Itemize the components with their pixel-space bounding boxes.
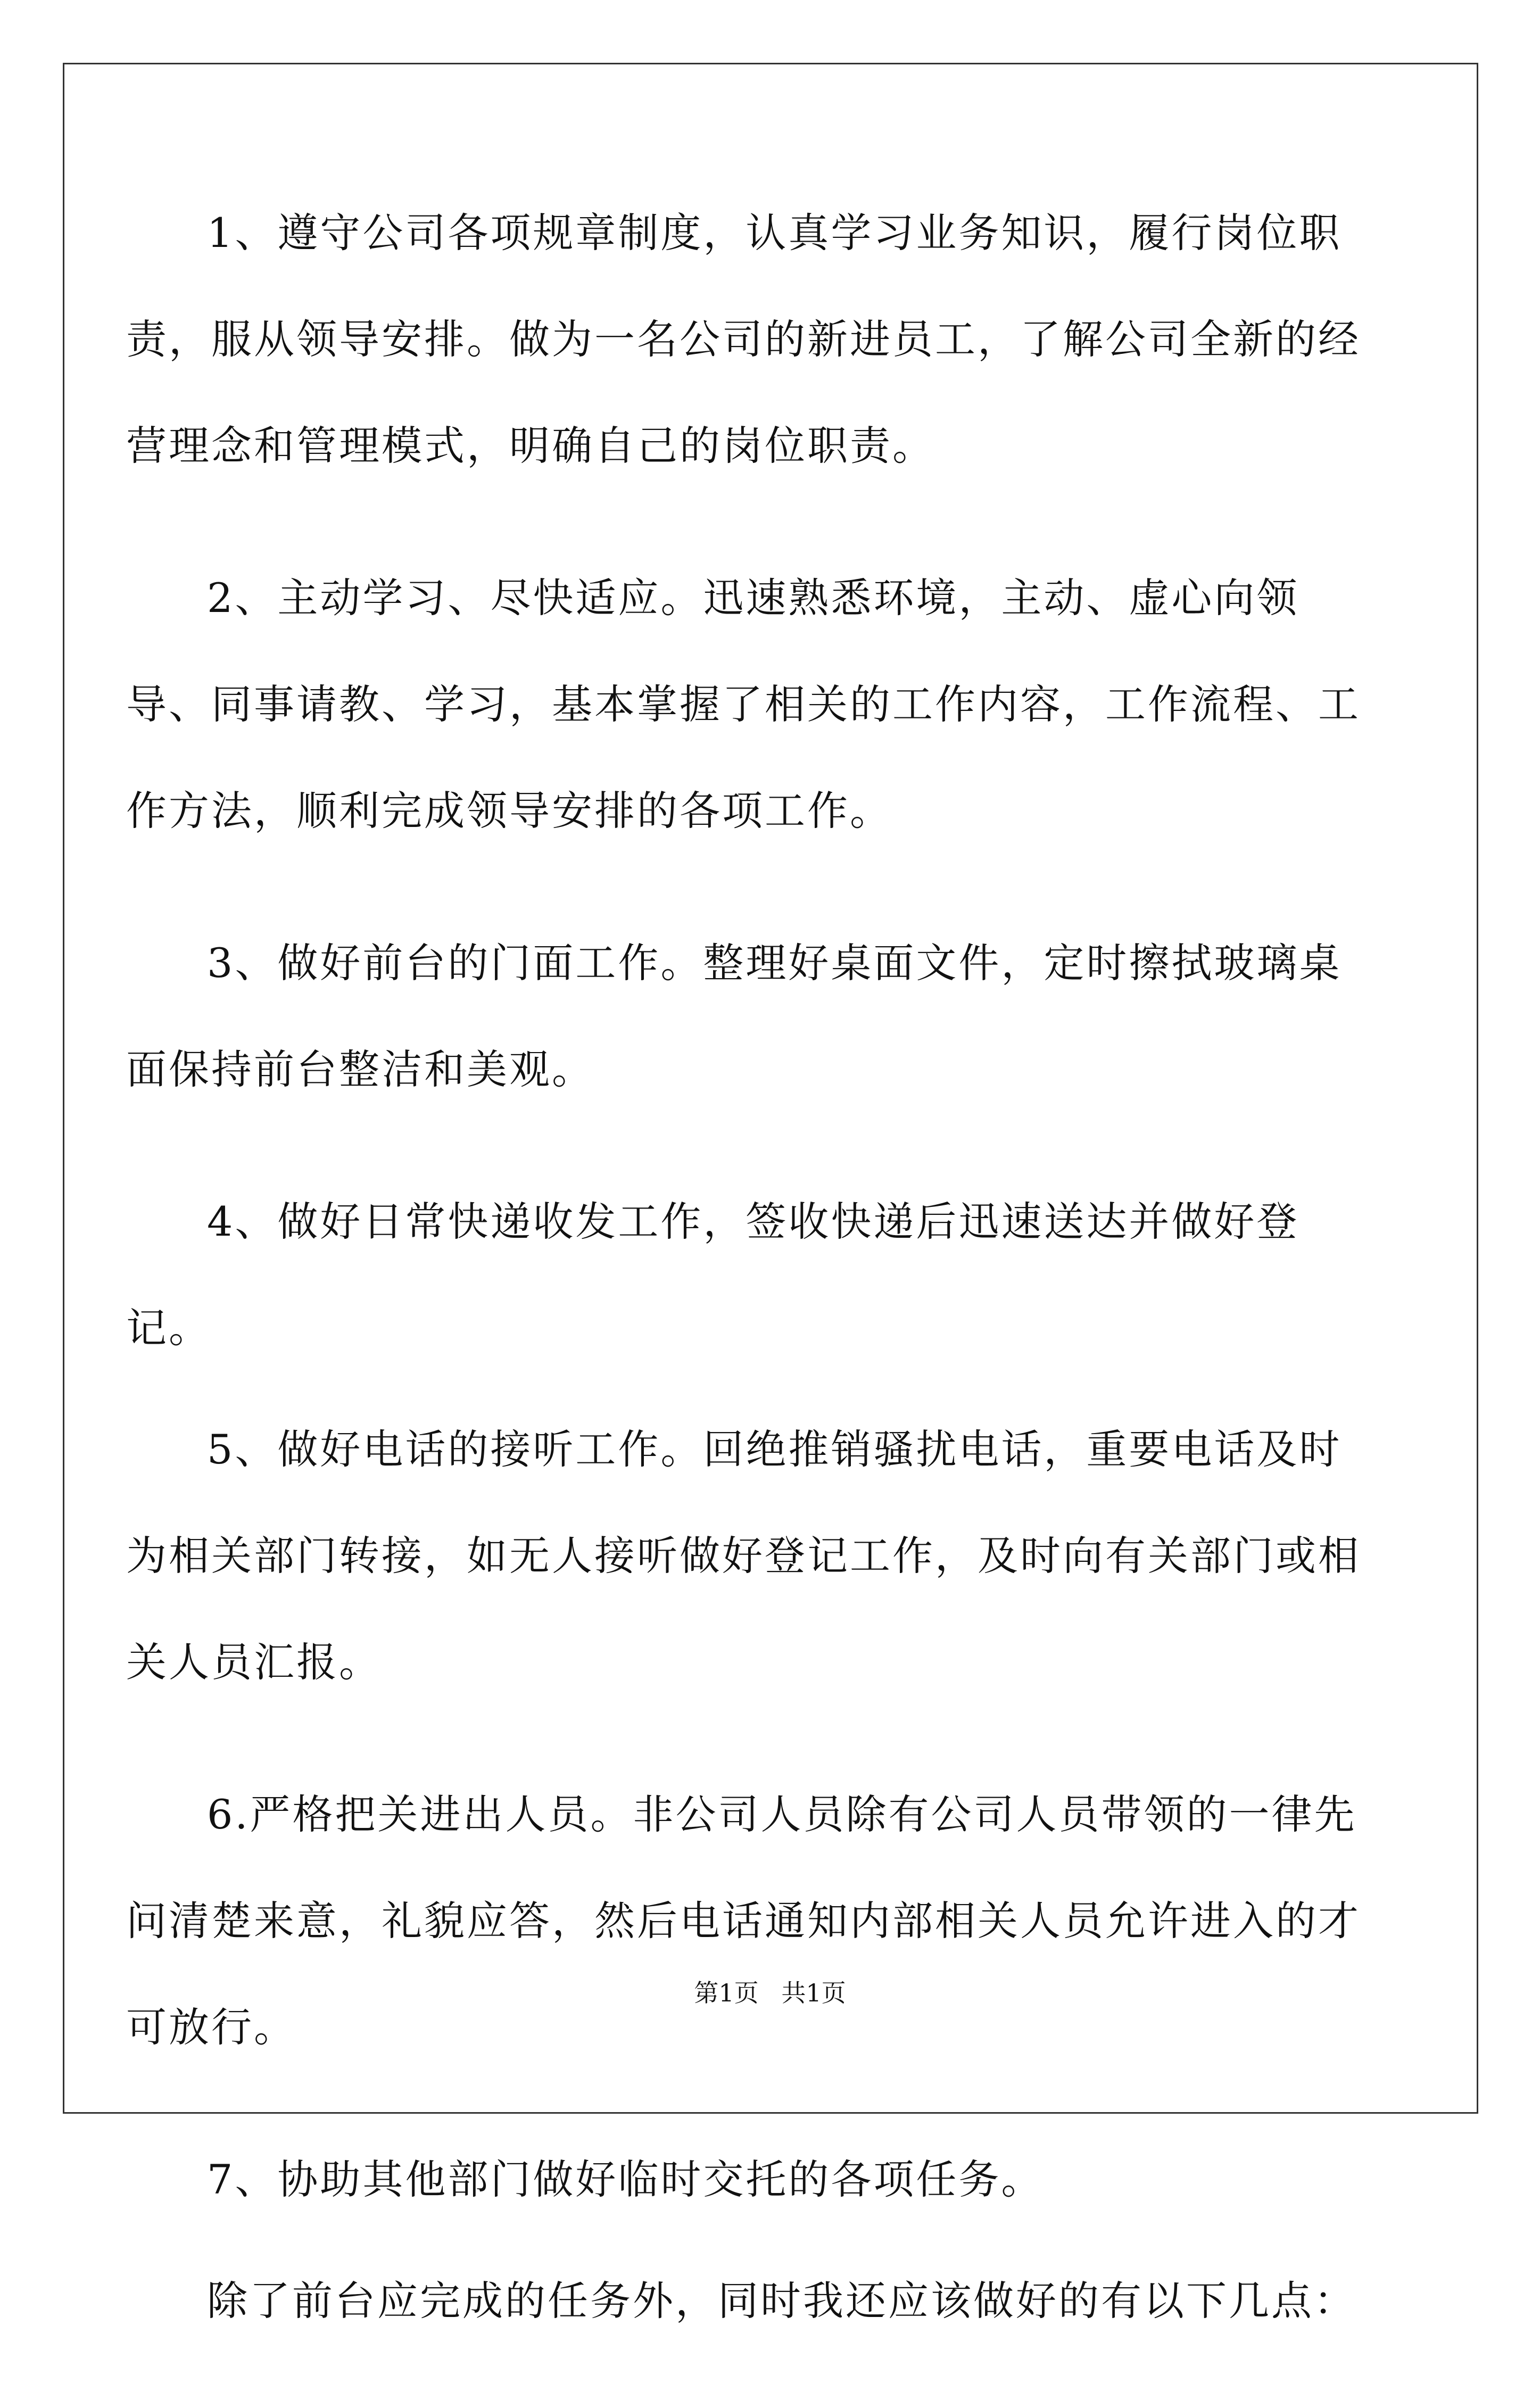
paragraph-7: 7、协助其他部门做好临时交托的各项任务。: [207, 2156, 1044, 2203]
paragraph-8: 除了前台应完成的任务外，同时我还应该做好的有以下几点：: [207, 2277, 1356, 2324]
page-number: 第1页: [694, 1979, 759, 2007]
paragraph-2: 2、主动学习、尽快适应。迅速熟悉环境，主动、虚心向领导、同事请教、学习，基本掌握了相关的工作内容，工作流程、工作方法，顺利完成领导安排的各项工作。: [126, 574, 1361, 834]
page-total: 共1页: [781, 1979, 846, 2007]
paragraph-4: 4、做好日常快递收发工作，签收快递后迅速送达并做好登记。: [126, 1198, 1299, 1352]
document-body: [126, 180, 1361, 2400]
page-footer: [0, 1977, 1540, 2009]
paragraph-1: 1、遵守公司各项规章制度，认真学习业务知识，履行岗位职责，服从领导安排。做为一名公司的新进员工，了解公司全新的经营理念和管理模式，明确自己的岗位职责。: [126, 209, 1361, 469]
paragraph-3: 3、做好前台的门面工作。整理好桌面文件，定时擦拭玻璃桌面保持前台整洁和美观。: [126, 939, 1342, 1093]
paragraph-5: 5、做好电话的接听工作。回绝推销骚扰电话，重要电话及时为相关部门转接，如无人接听做好登记工作，及时向有关部门或相关人员汇报。: [126, 1426, 1361, 1686]
paragraph-6: 6.严格把关进出人员。非公司人员除有公司人员带领的一律先问清楚来意，礼貌应答，然后电话通知内部相关人员允许进入的才可放行。: [126, 1791, 1361, 2051]
